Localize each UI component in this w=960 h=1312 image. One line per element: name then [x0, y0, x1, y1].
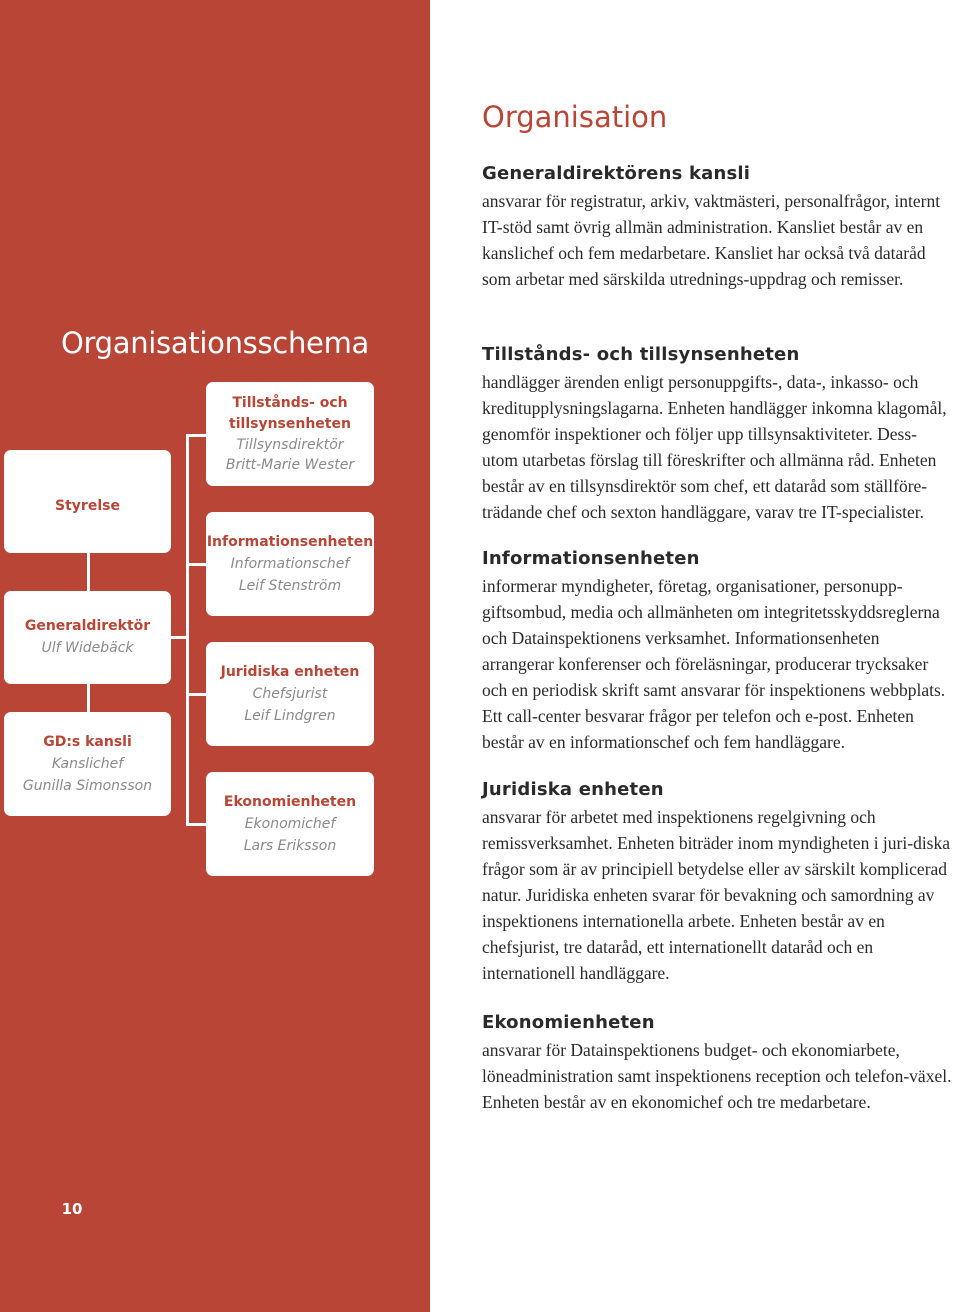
org-box-person: Britt-Marie Wester: [225, 457, 355, 473]
section-tillstand: [482, 343, 952, 525]
chart-connector-vertical: [87, 553, 90, 591]
section-body: ansvarar för registratur, arkiv, vaktmästeri, personalfrågor, internt IT-stöd samt övrig allmän administration. Kansliet består av en kanslichef och fem medarbetare. Kansliet har också två dataråd som arbetar med särskilda utrednings-uppdrag och remisser.: [482, 191, 941, 289]
org-chart-title: Organisationsschema: [61, 326, 369, 360]
org-box-name: Informationsenheten: [206, 533, 374, 550]
org-box-role: Informationschef: [230, 555, 350, 572]
org-box-ekonomi: [206, 772, 374, 876]
chart-connector-vertical: [87, 684, 90, 712]
org-box-juridiska: [206, 642, 374, 746]
chart-connector-bracket: [186, 434, 189, 826]
section-heading: Tillstånds- och tillsynsenheten: [482, 344, 800, 365]
org-box-styrelse: [4, 450, 171, 553]
org-box-name: GD:s kansli: [43, 733, 132, 750]
section-heading: Generaldirektörens kansli: [482, 163, 751, 184]
section-heading: Ekonomienheten: [482, 1012, 655, 1033]
section-body: informerar myndigheter, företag, organisationer, personupp-giftsombud, media och allmänheten om integritetsskyddsreglerna och Datainspektionens verksamhet. Informationsenheten arrangerar konferenser och föreläsningar, producerar trycksaker och en periodisk skrift samt ansvarar för inspektionens webbplats. Ett call-center besvarar frågor per telefon och e-post. Enheten består av en informationschef och fem handläggare.: [482, 576, 946, 752]
section-body: handlägger ärenden enligt personuppgifts-, data-, inkasso- och kreditupplysningslagarna. Enheten handlägger inkomna klagomål, genomför inspektioner och följer upp tillsynsaktiviteter. Dess-utom utarbetas förslag till föreskrifter och allmänna råd. Enheten består av en tillsynsdirektör som chef, ett dataråd som ställföre-trädande chef och sexton handläggare, varav tre IT-specialister.: [482, 372, 947, 522]
chart-connector-tick: [186, 434, 206, 437]
org-box-person: Leif Stenström: [238, 577, 342, 594]
chart-connector-tick: [186, 823, 206, 826]
org-box-role: Kanslichef: [51, 755, 124, 772]
org-box-person: Gunilla Simonsson: [22, 777, 153, 794]
org-box-tillstand: [206, 382, 374, 486]
chart-connector-tick: [186, 693, 206, 696]
org-box-name: Styrelse: [55, 498, 120, 514]
org-box-generaldirektor: [4, 591, 171, 684]
org-box-name: Generaldirektör: [24, 618, 151, 634]
org-box-role: Chefsjurist: [252, 685, 328, 702]
page-title: Organisation: [482, 100, 668, 134]
org-box-name: tillsynsenheten: [229, 416, 351, 432]
chart-connector-tick: [186, 563, 206, 566]
org-box-role: Ekonomichef: [244, 815, 336, 832]
section-heading: Juridiska enheten: [482, 779, 664, 800]
org-box-name: Ekonomienheten: [223, 793, 357, 810]
section-juridiska: [482, 778, 952, 986]
section-ekonomi: [482, 1011, 952, 1115]
section-body: ansvarar för Datainspektionens budget- och ekonomiarbete, löneadministration samt inspektionens reception och telefon-växel. Enheten består av en ekonomichef och tre medarbetare.: [482, 1040, 952, 1112]
page-number: 10: [61, 1200, 83, 1218]
section-gd-kansli: [482, 162, 952, 292]
section-heading: Informationsenheten: [482, 548, 700, 569]
org-box-gd-kansli: [4, 712, 171, 816]
org-box-information: [206, 512, 374, 616]
org-box-role: Tillsynsdirektör: [236, 437, 344, 453]
org-box-name: Juridiska enheten: [220, 663, 360, 680]
org-box-name: Tillstånds- och: [232, 395, 348, 411]
org-box-person: Leif Lindgren: [244, 707, 336, 724]
org-box-person: Ulf Widebäck: [41, 640, 134, 656]
org-box-person: Lars Eriksson: [243, 837, 337, 854]
section-information: [482, 547, 952, 755]
org-chart-panel: [0, 0, 430, 1312]
section-body: ansvarar för arbetet med inspektionens regelgivning och remissverksamhet. Enheten biträder inom myndigheten i juri-diska frågor som är av principiell betydelse eller av särskilt komplicerad natur. Juridiska enheten svarar för bevakning och samordning av inspektionens internationella arbete. Enheten består av en chefsjurist, tre dataråd, ett internationellt dataråd och en internationell handläggare.: [482, 807, 951, 983]
